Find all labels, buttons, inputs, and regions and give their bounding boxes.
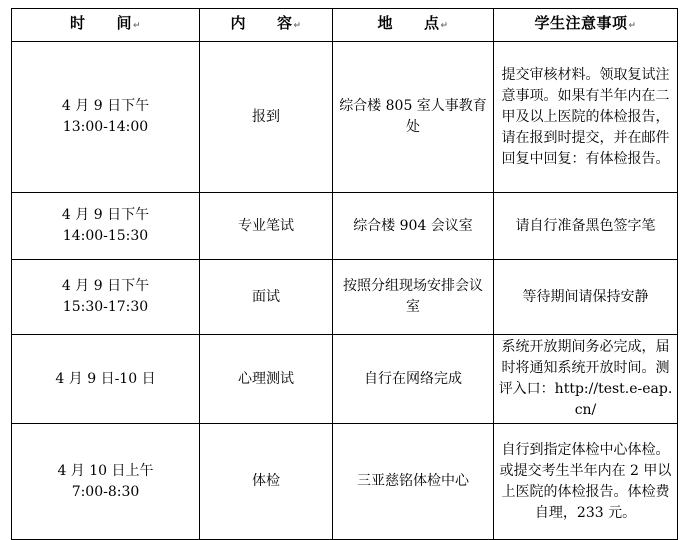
location-cell bbox=[333, 42, 494, 193]
content-cell bbox=[200, 42, 333, 193]
paragraph-mark-icon: ↵ bbox=[293, 21, 302, 31]
location-text: 三亚慈铭体检中心 bbox=[357, 473, 469, 489]
location-cell bbox=[333, 260, 494, 335]
paragraph-mark-icon: ↵ bbox=[440, 21, 449, 31]
schedule-table bbox=[11, 8, 678, 540]
table-row bbox=[12, 260, 678, 335]
time-line1: 4 月 9 日下午 bbox=[61, 278, 150, 294]
time-line1: 4 月 10 日上午 bbox=[57, 462, 154, 479]
notes-text: 等待期间请保持安静 bbox=[522, 288, 649, 305]
header-content bbox=[200, 9, 333, 42]
time-line1: 4 月 9 日-10 日 bbox=[55, 370, 156, 387]
location-cell bbox=[333, 424, 494, 540]
time-cell bbox=[12, 193, 200, 260]
table-row bbox=[12, 335, 678, 424]
header-notes bbox=[494, 9, 678, 42]
header-time bbox=[12, 9, 200, 42]
content-text: 面试 bbox=[252, 288, 280, 305]
location-cell bbox=[333, 335, 494, 424]
table-row bbox=[12, 193, 678, 260]
notes-cell bbox=[494, 42, 678, 193]
content-cell bbox=[200, 193, 333, 260]
notes-cell bbox=[494, 424, 678, 540]
time-cell bbox=[12, 42, 200, 193]
time-line2: 15:30-17:30 bbox=[62, 299, 149, 315]
content-text: 体检 bbox=[252, 473, 280, 489]
time-line1: 4 月 9 日下午 bbox=[61, 98, 150, 114]
notes-cell bbox=[494, 260, 678, 335]
notes-text: 请自行准备黑色签字笔 bbox=[515, 217, 656, 234]
time-cell bbox=[12, 335, 200, 424]
location-text: 综合楼 904 会议室 bbox=[353, 217, 473, 234]
header-content-label: 内 容 bbox=[230, 14, 293, 32]
content-text: 报到 bbox=[252, 108, 280, 125]
content-cell bbox=[200, 335, 333, 424]
time-line2: 14:00-15:30 bbox=[62, 228, 149, 244]
header-time-label: 时 间 bbox=[69, 14, 132, 32]
content-text: 专业笔试 bbox=[238, 217, 294, 234]
time-line1: 4 月 9 日下午 bbox=[61, 207, 150, 223]
header-location-label: 地 点 bbox=[377, 14, 440, 32]
notes-cell bbox=[494, 193, 678, 260]
notes-text: 系统开放期间务必完成，届时将通知系统开放时间。测评入口：http://test.e-eap.cn/ bbox=[498, 339, 673, 418]
time-line2: 7:00-8:30 bbox=[71, 483, 140, 500]
time-cell bbox=[12, 424, 200, 540]
location-text: 综合楼 805 室人事教育处 bbox=[339, 98, 487, 135]
time-line2: 13:00-14:00 bbox=[62, 119, 149, 135]
header-row bbox=[12, 9, 678, 42]
content-cell bbox=[200, 260, 333, 335]
notes-text: 提交审核材料。领取复试注意事项。如果有半年内在二甲及以上医院的体检报告，请在报到时提交，并在邮件回复中回复：有体检报告。 bbox=[501, 66, 670, 167]
header-location bbox=[333, 9, 494, 42]
location-text: 按照分组现场安排会议室 bbox=[343, 278, 483, 315]
notes-text: 自行到指定体检中心体检。或提交考生半年内在 2 甲以上医院的体检报告。体检费自理，233 元。 bbox=[499, 441, 672, 521]
header-notes-label: 学生注意事项 bbox=[534, 14, 628, 32]
location-cell bbox=[333, 193, 494, 260]
content-text: 心理测试 bbox=[238, 370, 294, 387]
table-row bbox=[12, 424, 678, 540]
notes-cell bbox=[494, 335, 678, 424]
paragraph-mark-icon: ↵ bbox=[628, 21, 637, 31]
paragraph-mark-icon: ↵ bbox=[132, 21, 142, 31]
time-cell bbox=[12, 260, 200, 335]
location-text: 自行在网络完成 bbox=[364, 370, 462, 387]
table-row bbox=[12, 42, 678, 193]
content-cell bbox=[200, 424, 333, 540]
